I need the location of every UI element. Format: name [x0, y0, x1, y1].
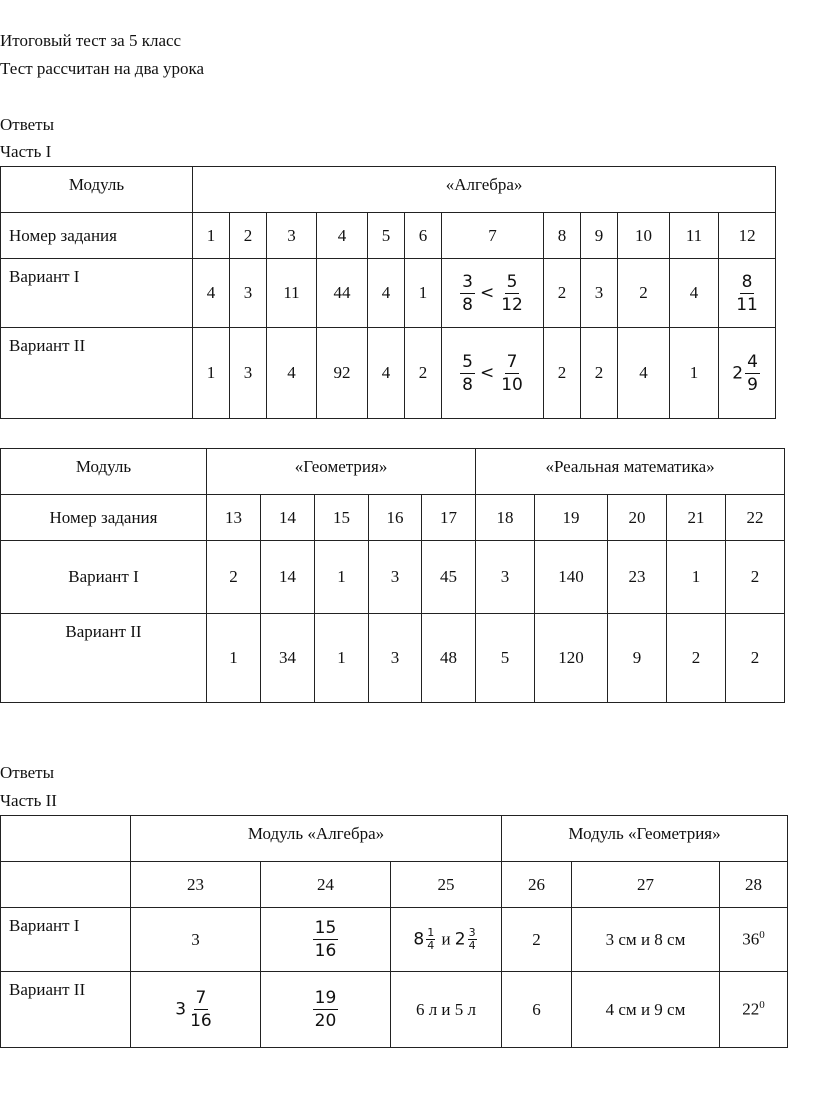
answer-11: 1 [670, 328, 719, 419]
task-number: 2 [230, 213, 267, 259]
answer-1: 1 [193, 328, 230, 419]
answer-2: 3 [230, 259, 267, 328]
answer-8: 2 [544, 328, 581, 419]
answer-15: 1 [315, 614, 369, 703]
answer-7 [442, 328, 544, 419]
task-number-label: Номер задания [1, 213, 193, 259]
algebra-answers-table [0, 166, 776, 419]
geometry-module-name: «Геометрия» [207, 449, 476, 495]
answer-1: 4 [193, 259, 230, 328]
task-number: 25 [391, 862, 502, 908]
variant-1-label: Вариант I [1, 541, 207, 614]
answer-9: 2 [581, 328, 618, 419]
fraction: $\frac{5}{12}$ [501, 271, 523, 315]
module-name: «Алгебра» [193, 167, 776, 213]
answer-5: 4 [368, 328, 405, 419]
variant-1-label: Вариант I [1, 908, 131, 972]
task-number: 5 [368, 213, 405, 259]
part-1-heading: Часть I [0, 142, 52, 161]
task-number: 13 [207, 495, 261, 541]
task-number: 3 [267, 213, 317, 259]
answer-6: 1 [405, 259, 442, 328]
task-number: 4 [317, 213, 368, 259]
answer-23: 3 $\frac{7}{16}$ [131, 972, 261, 1048]
answer-3: 4 [267, 328, 317, 419]
task-number-row [1, 213, 776, 259]
variant-2-row [1, 328, 776, 419]
answer-13: 2 [207, 541, 261, 614]
module-row [1, 167, 776, 213]
answer-24 [261, 972, 391, 1048]
task-number: 10 [618, 213, 670, 259]
task-number: 11 [670, 213, 719, 259]
task-number: 18 [476, 495, 535, 541]
answer-12: 2 $\frac{4}{9}$ [719, 328, 776, 419]
answer-19: 120 [535, 614, 608, 703]
part-2-heading: Часть II [0, 791, 57, 810]
fraction: $\frac{8}{11}$ [736, 271, 758, 315]
answer-9: 3 [581, 259, 618, 328]
variant-1-row [1, 908, 788, 972]
variant-1-row [1, 541, 785, 614]
task-number: 28 [720, 862, 788, 908]
task-number: 24 [261, 862, 391, 908]
answer-19: 140 [535, 541, 608, 614]
fraction: $\frac{4}{9}$ [747, 351, 758, 395]
answer-2: 3 [230, 328, 267, 419]
variant-2-row [1, 614, 785, 703]
geometry-realmath-answers-table [0, 448, 785, 703]
answer-13: 1 [207, 614, 261, 703]
variant-2-label: Вариант II [1, 972, 131, 1048]
answer-10: 2 [618, 259, 670, 328]
answer-22: 2 [726, 541, 785, 614]
answer-25: 6 л и 5 л [391, 972, 502, 1048]
answer-17: 45 [422, 541, 476, 614]
task-number: 26 [502, 862, 572, 908]
variant-1-row [1, 259, 776, 328]
answer-21: 2 [667, 614, 726, 703]
doc-subtitle: Тест рассчитан на два урока [0, 59, 205, 78]
fraction: $\frac{5}{8}$ [462, 351, 473, 395]
answer-20: 23 [608, 541, 667, 614]
answer-21: 1 [667, 541, 726, 614]
answer-25: 8 $\frac{1}{4}$ и 2 $\frac{3}{4}$ [391, 908, 502, 972]
algebra-module-name: Модуль «Алгебра» [131, 816, 502, 862]
answer-16: 3 [369, 614, 422, 703]
answer-11: 4 [670, 259, 719, 328]
task-number-label: Номер задания [1, 495, 207, 541]
variant-1-label: Вариант I [1, 259, 193, 328]
answer-27: 4 см и 9 см [572, 972, 720, 1048]
answer-10: 4 [618, 328, 670, 419]
task-number: 19 [535, 495, 608, 541]
answer-28: $36^0$ [720, 908, 788, 972]
answer-4: 92 [317, 328, 368, 419]
variant-2-label: Вариант II [1, 328, 193, 419]
answer-17: 48 [422, 614, 476, 703]
fraction: $\frac{3}{8}$ [462, 271, 473, 315]
task-number: 9 [581, 213, 618, 259]
answer-4: 44 [317, 259, 368, 328]
fraction: $\frac{7}{16}$ [190, 988, 212, 1031]
less-than-sign: < [479, 283, 495, 303]
answer-24 [261, 908, 391, 972]
realmath-module-name: «Реальная математика» [476, 449, 785, 495]
answers-heading-1: Ответы [0, 115, 55, 134]
answer-26: 6 [502, 972, 572, 1048]
task-number: 21 [667, 495, 726, 541]
answer-27: 3 см и 8 см [572, 908, 720, 972]
task-number: 20 [608, 495, 667, 541]
task-number: 16 [369, 495, 422, 541]
fraction: $\frac{15}{16}$ [314, 918, 337, 961]
answer-18: 5 [476, 614, 535, 703]
module-row [1, 816, 788, 862]
task-number: 12 [719, 213, 776, 259]
answer-5: 4 [368, 259, 405, 328]
part2-answers-table [0, 815, 788, 1048]
task-number: 6 [405, 213, 442, 259]
task-number: 1 [193, 213, 230, 259]
empty-corner [1, 816, 131, 862]
task-number: 17 [422, 495, 476, 541]
task-number: 7 [442, 213, 544, 259]
answer-16: 3 [369, 541, 422, 614]
less-than-sign: < [479, 363, 495, 383]
answer-26: 2 [502, 908, 572, 972]
answer-15: 1 [315, 541, 369, 614]
task-number-row [1, 862, 788, 908]
task-number: 22 [726, 495, 785, 541]
empty-task-label [1, 862, 131, 908]
answer-8: 2 [544, 259, 581, 328]
answer-6: 2 [405, 328, 442, 419]
answer-28: $22^0$ [720, 972, 788, 1048]
answer-23: 3 [131, 908, 261, 972]
fraction: $\frac{19}{20}$ [314, 988, 337, 1031]
variant-2-row [1, 972, 788, 1048]
task-number: 15 [315, 495, 369, 541]
geometry-module-name: Модуль «Геометрия» [502, 816, 788, 862]
answer-7 [442, 259, 544, 328]
task-number: 8 [544, 213, 581, 259]
fraction: $\frac{3}{4}$ [468, 926, 476, 952]
fraction: $\frac{7}{10}$ [501, 351, 523, 395]
module-row [1, 449, 785, 495]
variant-2-label: Вариант II [1, 614, 207, 703]
answer-12 [719, 259, 776, 328]
answer-20: 9 [608, 614, 667, 703]
answer-3: 11 [267, 259, 317, 328]
answer-18: 3 [476, 541, 535, 614]
answer-22: 2 [726, 614, 785, 703]
answer-14: 14 [261, 541, 315, 614]
module-label: Модуль [1, 167, 193, 213]
task-number-row [1, 495, 785, 541]
doc-title: Итоговый тест за 5 класс [0, 31, 182, 50]
fraction: $\frac{1}{4}$ [427, 926, 435, 952]
answers-heading-2: Ответы [0, 763, 55, 782]
answer-14: 34 [261, 614, 315, 703]
task-number: 27 [572, 862, 720, 908]
module-label: Модуль [1, 449, 207, 495]
task-number: 14 [261, 495, 315, 541]
task-number: 23 [131, 862, 261, 908]
